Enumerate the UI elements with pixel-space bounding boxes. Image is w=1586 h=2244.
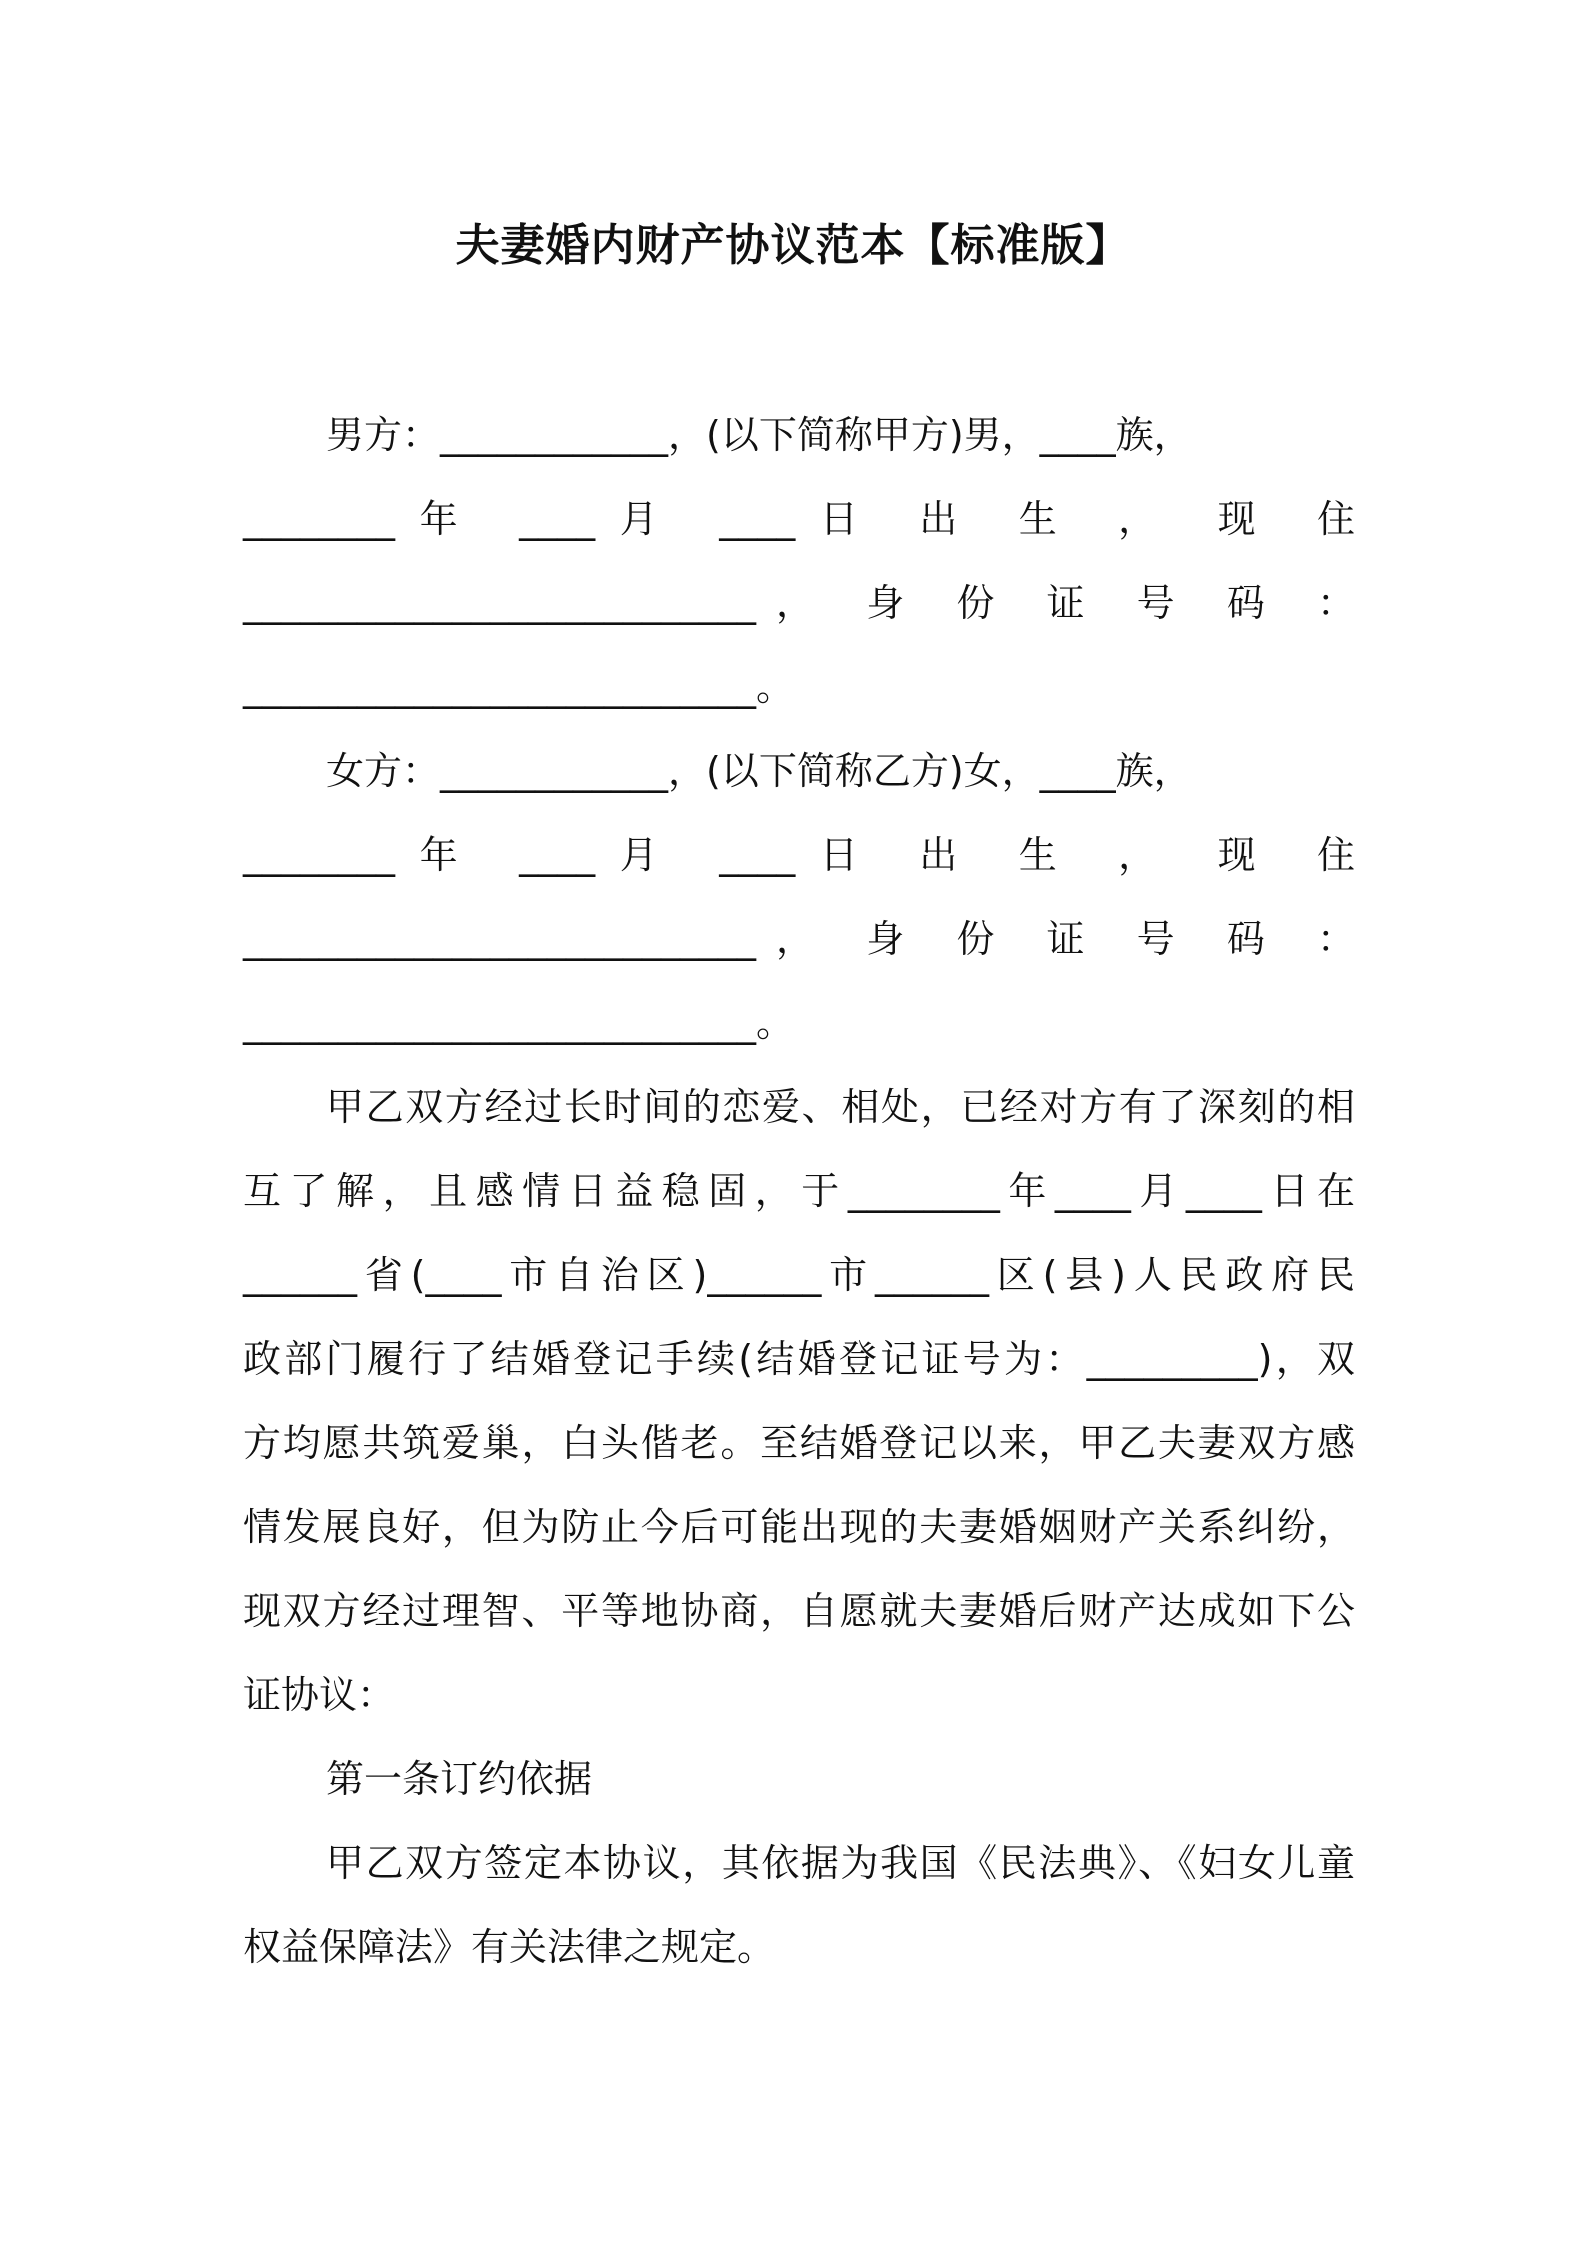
paragraph-line: ________年 ____月 ____日 出 生 ， 现 住 [243,497,1355,541]
paragraph-line: 证协议： [243,1673,396,1717]
document-title: 夫妻婚内财产协议范本【标准版】 [455,220,1131,271]
section-heading: 第一条订约依据 [326,1757,593,1801]
paragraph-line: 权益保障法》有关法律之规定。 [243,1925,776,1969]
paragraph-line: 互了解，且感情日益稳固，于________年____月____日在 [243,1169,1355,1213]
paragraph-line: ___________________________， 身 份 证 号 码 ： [243,917,1355,961]
paragraph-line: 方均愿共筑爱巢，白头偕老。至结婚登记以来，甲乙夫妻双方感 [243,1421,1355,1465]
paragraph-line: 政部门履行了结婚登记手续(结婚登记证号为：_________)，双 [243,1337,1355,1381]
paragraph-line: 女方：____________，(以下简称乙方)女，____族， [326,749,1192,793]
paragraph-line: ___________________________， 身 份 证 号 码 ： [243,581,1355,625]
paragraph-line: ________年 ____月 ____日 出 生 ， 现 住 [243,833,1355,877]
paragraph-line: 情发展良好，但为防止今后可能出现的夫妻婚姻财产关系纠纷， [243,1505,1355,1549]
paragraph-line: 甲乙双方经过长时间的恋爱、相处，已经对方有了深刻的相 [326,1085,1355,1129]
paragraph-line: ______省(____市自治区)______市______区(县)人民政府民 [243,1253,1355,1297]
paragraph-line: 现双方经过理智、平等地协商，自愿就夫妻婚后财产达成如下公 [243,1589,1355,1633]
paragraph-line: ___________________________。 [243,665,795,709]
paragraph-line: 男方：____________，(以下简称甲方)男，____族， [326,413,1192,457]
paragraph-line: ___________________________。 [243,1001,795,1045]
paragraph-line: 甲乙双方签定本协议，其依据为我国《民法典》、《妇女儿童 [326,1841,1355,1885]
